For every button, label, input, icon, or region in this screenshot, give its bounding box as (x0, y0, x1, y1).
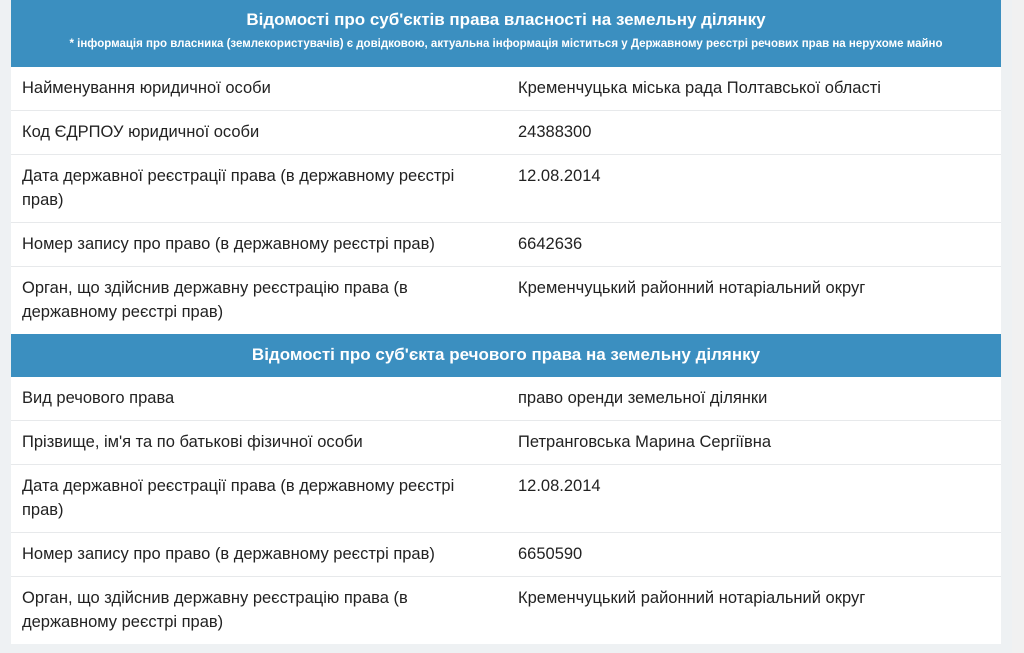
table-row (11, 155, 1001, 223)
row-value: Кременчуцький районний нотаріальний округ (506, 577, 1001, 645)
tenant-section-header (11, 334, 1001, 377)
row-value: Кременчуцька міська рада Полтавської області (518, 79, 881, 97)
row-value: 12.08.2014 (506, 465, 1001, 533)
table-row (11, 223, 1001, 267)
owners-section-header (11, 0, 1001, 67)
table-row (11, 267, 1001, 335)
table-row (11, 577, 1001, 645)
row-label: Прізвище, ім'я та по батькові фізичної особи (11, 421, 506, 465)
table-row (11, 67, 1001, 111)
table-row (11, 111, 1001, 155)
row-label: Найменування юридичної особи (22, 79, 271, 97)
table-row (11, 465, 1001, 533)
table-row (11, 421, 1001, 465)
row-label: Орган, що здійснив державну реєстрацію права (в державному реєстрі прав) (11, 577, 506, 645)
owners-section-title: Відомості про суб'єктів права власності на земельну ділянку (246, 10, 766, 29)
row-label: Номер запису про право (в державному реєстрі прав) (11, 223, 506, 267)
row-value: Кременчуцький районний нотаріальний округ (506, 267, 1001, 335)
owners-section-note: * інформація про власника (землекористувачів) є довідковою, актуальна інформація міститься у Державному реєстрі речових прав на нерухоме майно (69, 38, 943, 50)
row-label: Номер запису про право (в державному реєстрі прав) (11, 533, 506, 577)
row-label: Вид речового права (22, 389, 175, 407)
row-label: Дата державної реєстрації права (в державному реєстрі прав) (11, 155, 506, 223)
tenant-section-title: Відомості про суб'єкта речового права на земельну ділянку (251, 345, 761, 364)
row-value: 12.08.2014 (506, 155, 1001, 223)
table-row (11, 533, 1001, 577)
row-value: 6650590 (506, 533, 1001, 577)
row-label: Орган, що здійснив державну реєстрацію права (в державному реєстрі прав) (11, 267, 506, 335)
owners-table (11, 67, 1001, 334)
table-row (11, 377, 1001, 421)
row-label: Дата державної реєстрації права (в державному реєстрі прав) (11, 465, 506, 533)
row-value: 6642636 (506, 223, 1001, 267)
land-info-panel (11, 0, 1001, 644)
row-value: Петранговська Марина Сергіївна (506, 421, 1001, 465)
row-value: право оренди земельної ділянки (518, 389, 768, 407)
row-label: Код ЄДРПОУ юридичної особи (11, 111, 506, 155)
page-scrollbar[interactable] (1012, 0, 1024, 653)
row-value: 24388300 (506, 111, 1001, 155)
tenant-table (11, 377, 1001, 644)
